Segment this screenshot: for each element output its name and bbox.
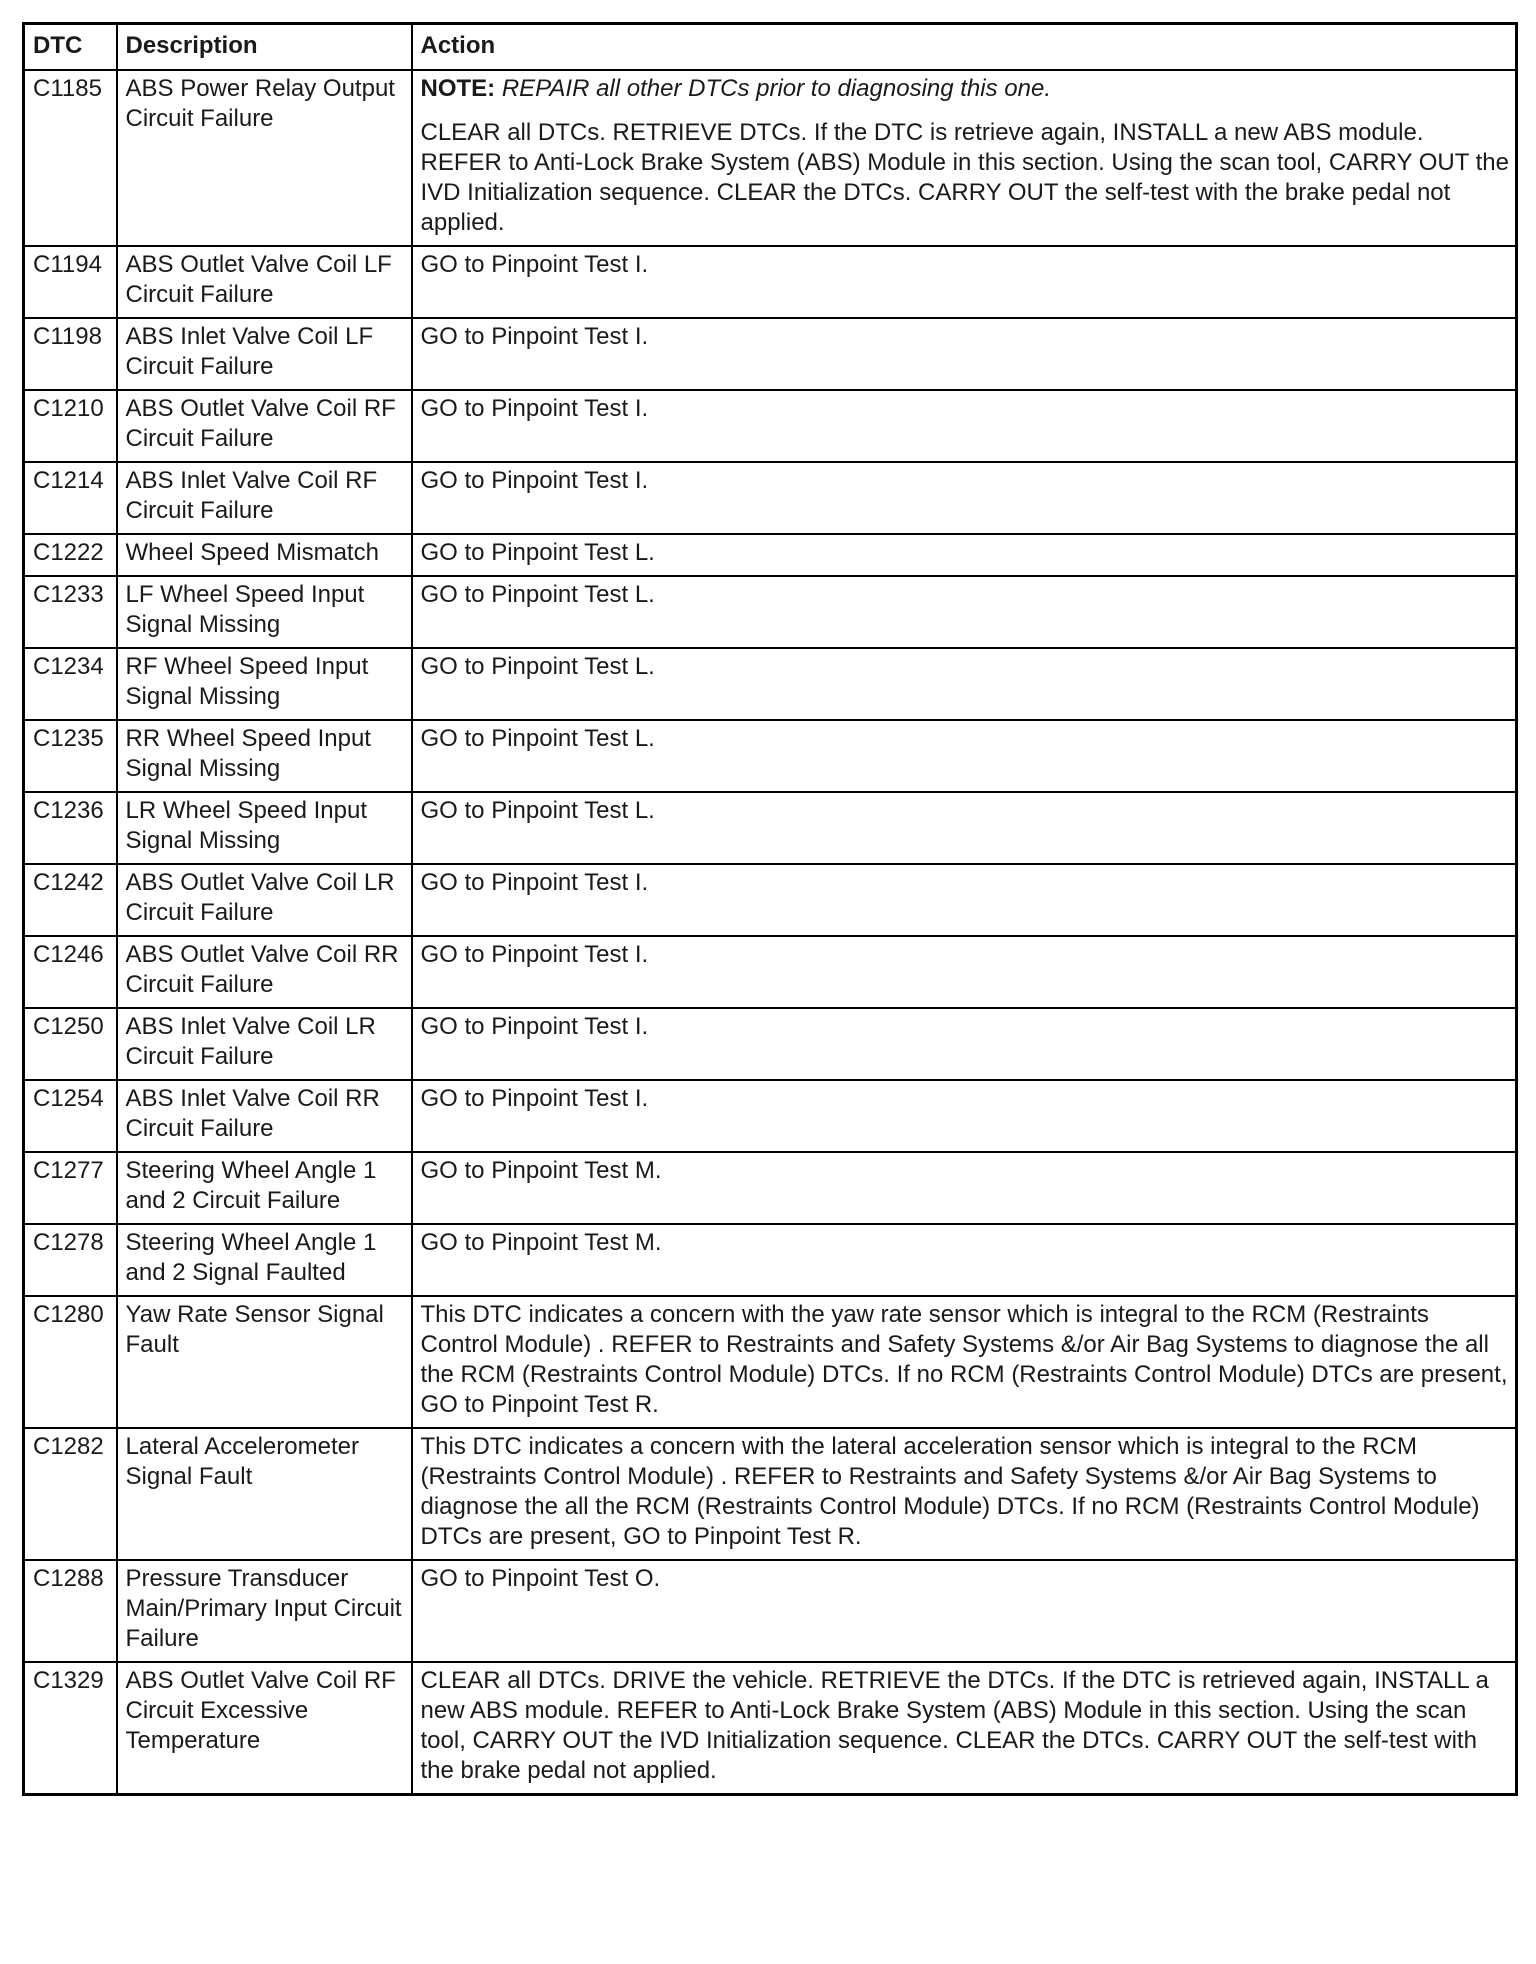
dtc-description: ABS Inlet Valve Coil RF Circuit Failure bbox=[117, 462, 412, 534]
dtc-description: LR Wheel Speed Input Signal Missing bbox=[117, 792, 412, 864]
note-label: NOTE: bbox=[420, 75, 496, 102]
dtc-action bbox=[412, 1224, 1517, 1296]
table-header-row bbox=[24, 24, 1517, 71]
dtc-description: ABS Power Relay Output Circuit Failure bbox=[117, 70, 412, 246]
dtc-description: Yaw Rate Sensor Signal Fault bbox=[117, 1296, 412, 1428]
action-text: This DTC indicates a concern with the yaw rate sensor which is integral to the RCM (Restraints Control Module) . REFER to Restraints and Safety Systems &/or Air Bag Systems to diagnose the all the RCM (Restraints Control Module) DTCs. If no RCM (Restraints Control Module) DTCs are present, GO to Pinpoint Test R. bbox=[420, 1301, 1508, 1418]
dtc-action bbox=[412, 534, 1517, 576]
table-row bbox=[24, 1662, 1517, 1795]
table-row bbox=[24, 936, 1517, 1008]
action-text: This DTC indicates a concern with the lateral acceleration sensor which is integral to the RCM (Restraints Control Module) . REFER to Restraints and Safety Systems &/or Air Bag Systems to diagnose the all the RCM (Restraints Control Module) DTCs. If no RCM (Restraints Control Module) DTCs are present, GO to Pinpoint Test R. bbox=[420, 1433, 1480, 1550]
table-row bbox=[24, 792, 1517, 864]
note bbox=[421, 74, 1510, 104]
dtc-code: C1222 bbox=[24, 534, 117, 576]
dtc-code: C1236 bbox=[24, 792, 117, 864]
dtc-action bbox=[412, 462, 1517, 534]
dtc-action bbox=[412, 1428, 1517, 1560]
dtc-code: C1282 bbox=[24, 1428, 117, 1560]
dtc-action bbox=[412, 936, 1517, 1008]
table-row bbox=[24, 1560, 1517, 1662]
dtc-code: C1233 bbox=[24, 576, 117, 648]
dtc-code: C1254 bbox=[24, 1080, 117, 1152]
dtc-description: Steering Wheel Angle 1 and 2 Signal Faulted bbox=[117, 1224, 412, 1296]
dtc-action bbox=[412, 318, 1517, 390]
dtc-description: LF Wheel Speed Input Signal Missing bbox=[117, 576, 412, 648]
action-text: GO to Pinpoint Test L. bbox=[420, 725, 655, 752]
dtc-code: C1278 bbox=[24, 1224, 117, 1296]
dtc-description: ABS Outlet Valve Coil RF Circuit Excessive Temperature bbox=[117, 1662, 412, 1795]
dtc-code: C1235 bbox=[24, 720, 117, 792]
dtc-code: C1194 bbox=[24, 246, 117, 318]
dtc-description: ABS Inlet Valve Coil LR Circuit Failure bbox=[117, 1008, 412, 1080]
table-row bbox=[24, 720, 1517, 792]
dtc-code: C1329 bbox=[24, 1662, 117, 1795]
action-text: GO to Pinpoint Test M. bbox=[420, 1229, 662, 1256]
dtc-action bbox=[412, 70, 1517, 246]
dtc-action bbox=[412, 1560, 1517, 1662]
dtc-description: ABS Outlet Valve Coil RF Circuit Failure bbox=[117, 390, 412, 462]
header-action: Action bbox=[412, 24, 1517, 71]
table-row bbox=[24, 1224, 1517, 1296]
dtc-description: Steering Wheel Angle 1 and 2 Circuit Failure bbox=[117, 1152, 412, 1224]
dtc-action bbox=[412, 1662, 1517, 1795]
dtc-action bbox=[412, 864, 1517, 936]
dtc-description: ABS Inlet Valve Coil RR Circuit Failure bbox=[117, 1080, 412, 1152]
dtc-action bbox=[412, 390, 1517, 462]
dtc-description: RR Wheel Speed Input Signal Missing bbox=[117, 720, 412, 792]
dtc-description: Lateral Accelerometer Signal Fault bbox=[117, 1428, 412, 1560]
dtc-action bbox=[412, 720, 1517, 792]
dtc-code: C1242 bbox=[24, 864, 117, 936]
dtc-code: C1280 bbox=[24, 1296, 117, 1428]
action-text: GO to Pinpoint Test L. bbox=[420, 539, 655, 566]
dtc-code: C1250 bbox=[24, 1008, 117, 1080]
dtc-description: Pressure Transducer Main/Primary Input Circuit Failure bbox=[117, 1560, 412, 1662]
table-row bbox=[24, 1296, 1517, 1428]
table-row bbox=[24, 462, 1517, 534]
action-text: GO to Pinpoint Test L. bbox=[420, 581, 655, 608]
table-row bbox=[24, 318, 1517, 390]
dtc-action bbox=[412, 576, 1517, 648]
table-row bbox=[24, 1080, 1517, 1152]
dtc-action bbox=[412, 1080, 1517, 1152]
dtc-description: ABS Inlet Valve Coil LF Circuit Failure bbox=[117, 318, 412, 390]
action-text: GO to Pinpoint Test I. bbox=[420, 467, 649, 494]
action-text: GO to Pinpoint Test I. bbox=[420, 869, 649, 896]
dtc-code: C1234 bbox=[24, 648, 117, 720]
table-row bbox=[24, 246, 1517, 318]
dtc-action bbox=[412, 1296, 1517, 1428]
dtc-code: C1198 bbox=[24, 318, 117, 390]
action-text: GO to Pinpoint Test I. bbox=[420, 251, 649, 278]
dtc-action bbox=[412, 792, 1517, 864]
action-text: GO to Pinpoint Test I. bbox=[420, 941, 649, 968]
header-description: Description bbox=[117, 24, 412, 71]
dtc-description: ABS Outlet Valve Coil LF Circuit Failure bbox=[117, 246, 412, 318]
dtc-action bbox=[412, 648, 1517, 720]
dtc-description: ABS Outlet Valve Coil RR Circuit Failure bbox=[117, 936, 412, 1008]
table-body bbox=[24, 70, 1517, 1795]
dtc-code: C1185 bbox=[24, 70, 117, 246]
table-row bbox=[24, 1152, 1517, 1224]
dtc-description: RF Wheel Speed Input Signal Missing bbox=[117, 648, 412, 720]
action-text: GO to Pinpoint Test O. bbox=[420, 1565, 661, 1592]
table-row bbox=[24, 70, 1517, 246]
action-text: CLEAR all DTCs. RETRIEVE DTCs. If the DTC is retrieve again, INSTALL a new ABS module. REFER to Anti-Lock Brake System (ABS) Module in this section. Using the scan tool, CARRY OUT the IVD Initialization sequence. CLEAR the DTCs. CARRY OUT the self-test with the brake pedal not applied. bbox=[420, 119, 1509, 236]
table-row bbox=[24, 864, 1517, 936]
dtc-code: C1210 bbox=[24, 390, 117, 462]
action-text: GO to Pinpoint Test L. bbox=[420, 653, 655, 680]
dtc-code: C1288 bbox=[24, 1560, 117, 1662]
dtc-code: C1246 bbox=[24, 936, 117, 1008]
table-row bbox=[24, 576, 1517, 648]
table-row bbox=[24, 390, 1517, 462]
table-row bbox=[24, 534, 1517, 576]
dtc-action bbox=[412, 1008, 1517, 1080]
dtc-description: Wheel Speed Mismatch bbox=[117, 534, 412, 576]
table-row bbox=[24, 1008, 1517, 1080]
dtc-action bbox=[412, 1152, 1517, 1224]
action-text: GO to Pinpoint Test I. bbox=[420, 395, 649, 422]
action-text: GO to Pinpoint Test I. bbox=[420, 1085, 649, 1112]
dtc-code: C1277 bbox=[24, 1152, 117, 1224]
action-text: GO to Pinpoint Test M. bbox=[420, 1157, 662, 1184]
header-dtc: DTC bbox=[24, 24, 117, 71]
dtc-description: ABS Outlet Valve Coil LR Circuit Failure bbox=[117, 864, 412, 936]
note-text: REPAIR all other DTCs prior to diagnosing this one. bbox=[501, 75, 1051, 102]
action-text: CLEAR all DTCs. DRIVE the vehicle. RETRIEVE the DTCs. If the DTC is retrieved again, INSTALL a new ABS module. REFER to Anti-Lock Brake System (ABS) Module in this section. Using the scan tool, CARRY OUT the IVD Initialization sequence. CLEAR the DTCs. CARRY OUT the self-test with the brake pedal not applied. bbox=[420, 1667, 1489, 1784]
action-text: GO to Pinpoint Test L. bbox=[420, 797, 655, 824]
dtc-code: C1214 bbox=[24, 462, 117, 534]
action-text: GO to Pinpoint Test I. bbox=[420, 1013, 649, 1040]
table-row bbox=[24, 1428, 1517, 1560]
dtc-action bbox=[412, 246, 1517, 318]
action-text: GO to Pinpoint Test I. bbox=[420, 323, 649, 350]
dtc-table bbox=[22, 22, 1518, 1796]
table-row bbox=[24, 648, 1517, 720]
